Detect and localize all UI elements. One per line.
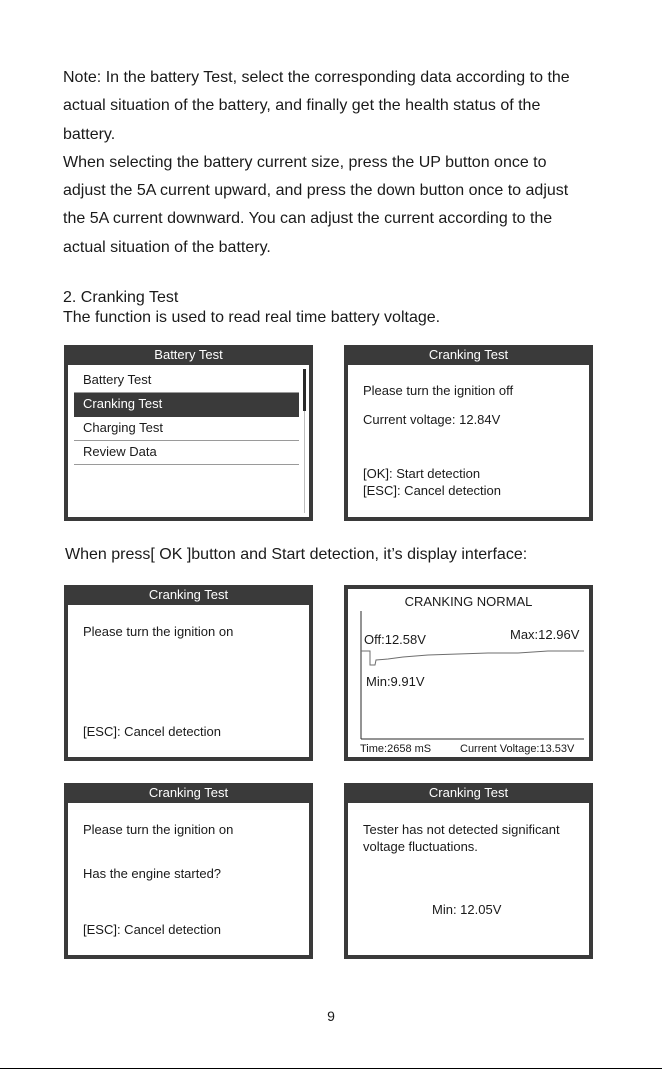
note-line: adjust the 5A current upward, and press the down button once to adjust	[63, 182, 569, 200]
bottom-divider	[0, 1068, 662, 1069]
instruction-text: Please turn the ignition off	[363, 383, 514, 398]
screen-title: Cranking Test	[148, 587, 229, 602]
cranking-normal-graph-screen	[344, 585, 593, 761]
current-voltage-text: Current voltage: 12.84V	[363, 412, 501, 427]
ok-hint-text: [OK]: Start detection	[363, 466, 481, 481]
cranking-test-off-screen	[344, 345, 593, 521]
screen-title: Battery Test	[154, 347, 223, 362]
screen-title: Cranking Test	[428, 347, 509, 362]
cranking-test-engine-screen	[64, 783, 313, 959]
screen-title: Cranking Test	[428, 785, 509, 800]
note-line: actual situation of the battery, and finally get the health status of the	[63, 97, 541, 115]
cranking-test-on-screen	[64, 585, 313, 761]
screen-body	[68, 803, 309, 955]
note-paragraph	[63, 64, 603, 262]
screen-title: Cranking Test	[148, 785, 229, 800]
note-line: Note: In the battery Test, select the corresponding data according to the	[63, 69, 570, 86]
max-voltage-label: Max:12.96V	[510, 627, 580, 642]
instruction-text: Please turn the ignition on	[83, 822, 234, 837]
menu-item-charging-test[interactable]: Charging Test	[74, 417, 299, 441]
engine-question-text: Has the engine started?	[83, 866, 222, 881]
note-line: When selecting the battery current size, press the UP button once to	[63, 153, 547, 171]
screen-body	[68, 605, 309, 757]
result-text: Tester has not detected significant	[363, 822, 560, 837]
cranking-test-result-screen	[344, 783, 593, 959]
menu-item-review-data[interactable]: Review Data	[74, 441, 299, 465]
time-label: Time:2658 mS	[360, 743, 432, 755]
caption-text: When press[ OK ]button and Start detection, it’s display interface:	[65, 546, 528, 563]
scrollbar-thumb[interactable]	[303, 369, 306, 411]
screen-body	[68, 365, 309, 517]
graph-title: CRANKING NORMAL	[404, 594, 533, 609]
esc-hint-text: [ESC]: Cancel detection	[83, 922, 222, 937]
current-voltage-label: Current Voltage:13.53V	[460, 743, 575, 755]
graph-body	[348, 589, 589, 757]
note-line: battery.	[63, 125, 116, 143]
screen-body	[348, 365, 589, 517]
result-text-continued: voltage fluctuations.	[363, 839, 478, 854]
off-voltage-label: Off:12.58V	[364, 632, 426, 647]
min-voltage-label: Min:9.91V	[366, 674, 425, 689]
instruction-text: Please turn the ignition on	[83, 624, 234, 639]
min-voltage-text: Min: 12.05V	[432, 902, 502, 917]
menu-item-cranking-test[interactable]: Cranking Test	[74, 393, 299, 417]
menu-item-battery-test[interactable]: Battery Test	[74, 369, 299, 393]
battery-test-menu-screen	[64, 345, 313, 521]
voltage-curve	[361, 651, 584, 665]
page-number: 9	[327, 1008, 335, 1024]
note-line: actual situation of the battery.	[63, 238, 271, 256]
voltage-graph	[348, 589, 589, 757]
screen-body	[348, 803, 589, 955]
section-title: 2. Cranking Test	[63, 289, 179, 306]
esc-hint-text: [ESC]: Cancel detection	[83, 724, 222, 739]
section-description: The function is used to read real time battery voltage.	[63, 309, 441, 326]
note-line: the 5A current downward. You can adjust the current according to the	[63, 210, 553, 228]
esc-hint-text: [ESC]: Cancel detection	[363, 483, 502, 498]
